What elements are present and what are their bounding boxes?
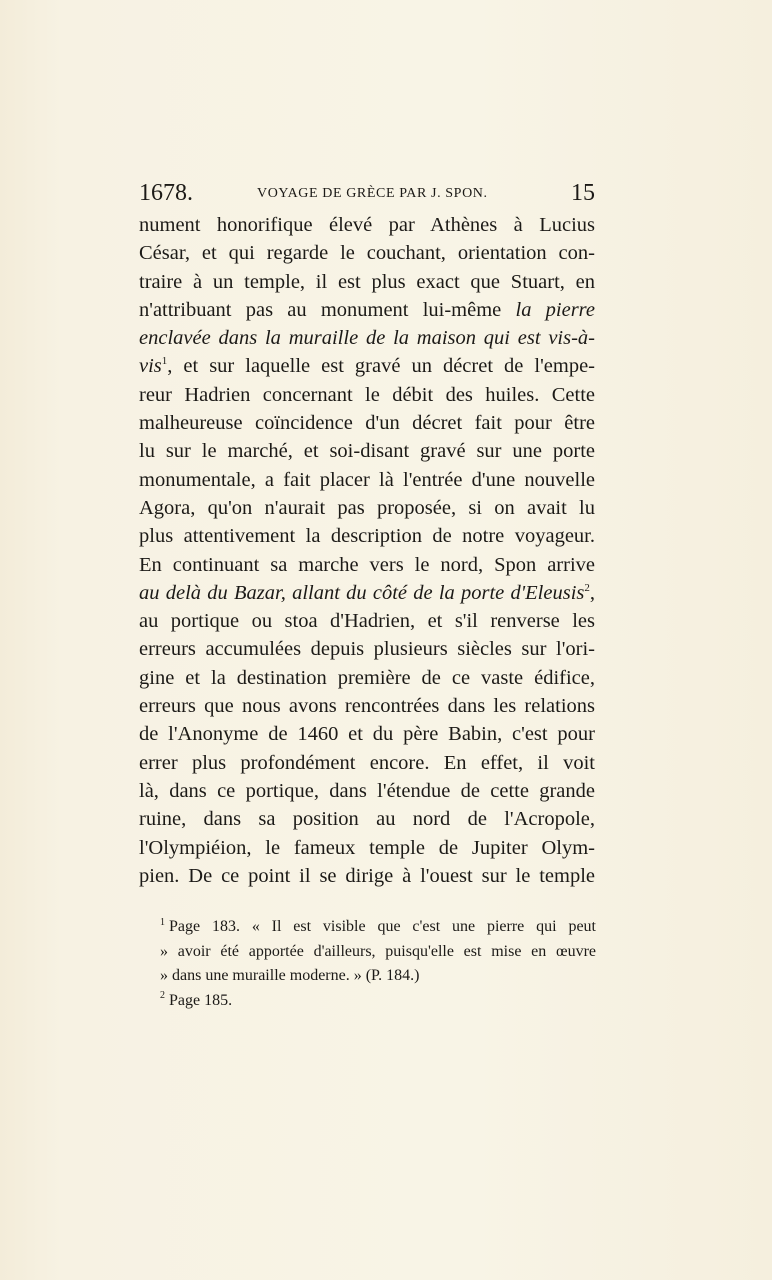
text-line: nument honorifique élevé par Athènes à Lucius bbox=[139, 214, 595, 236]
text-line: reur Hadrien concernant le débit des huiles. Cette bbox=[139, 383, 595, 406]
text-line bbox=[139, 579, 595, 607]
text-segment: n'attribuant pas au monument lui-même bbox=[139, 298, 516, 321]
text-line: traire à un temple, il est plus exact que Stuart, en bbox=[139, 270, 595, 293]
text-line: pien. De ce point il se dirige à l'ouest sur le temple bbox=[139, 864, 595, 887]
running-title: VOYAGE DE GRÈCE PAR J. SPON. bbox=[257, 186, 488, 201]
text-line: Agora, qu'on n'aurait pas proposée, si on avait lu bbox=[139, 496, 595, 519]
footnote-marker: 1 bbox=[160, 916, 165, 928]
text-line: erreurs accumulées depuis plusieurs siècles sur l'ori- bbox=[139, 638, 595, 661]
footnote-text: Page 185. bbox=[169, 991, 233, 1009]
body-text bbox=[139, 211, 595, 890]
italic-quote: vis bbox=[139, 355, 162, 378]
footnote-text: Page 183. « Il est visible que c'est une pierre qui peut bbox=[169, 918, 596, 935]
text-segment: , bbox=[589, 581, 595, 604]
page-number: 15 bbox=[571, 180, 595, 206]
text-line: là, dans ce portique, dans l'étendue de cette grande bbox=[139, 779, 595, 802]
text-line: errer plus profondément encore. En effet, il voit bbox=[139, 751, 595, 774]
footnote-ref: 2 bbox=[584, 582, 590, 595]
footnote-marker: 2 bbox=[160, 990, 165, 1002]
header-year: 1678. bbox=[139, 180, 193, 206]
text-line: erreurs que nous avons rencontrées dans les relations bbox=[139, 695, 595, 718]
footnote-continuation: » avoir été apportée d'ailleurs, puisqu'elle est mise en œuvre bbox=[160, 942, 596, 960]
text-line: de l'Anonyme de 1460 et du père Babin, c'est pour bbox=[139, 723, 595, 746]
footnote-continuation: » dans une muraille moderne. » (P. 184.) bbox=[160, 967, 420, 984]
text-line: au portique ou stoa d'Hadrien, et s'il renverse les bbox=[139, 610, 595, 633]
text-line: enclavée dans la muraille de la maison qui est vis-à- bbox=[139, 327, 595, 350]
text-line: César, et qui regarde le couchant, orientation con- bbox=[139, 242, 595, 265]
text-segment: , et sur laquelle est gravé un décret de l'empe- bbox=[167, 355, 595, 378]
italic-quote: au delà du Bazar, allant du côté de la porte d'Eleusis bbox=[139, 581, 585, 604]
text-line: plus attentivement la description de notre voyageur. bbox=[139, 525, 595, 548]
italic-quote: la pierre bbox=[515, 298, 595, 321]
footnote-ref: 1 bbox=[161, 355, 168, 368]
footnote-2 bbox=[160, 989, 596, 1014]
running-header bbox=[139, 180, 595, 210]
text-line bbox=[139, 352, 595, 380]
footnotes bbox=[160, 915, 596, 1013]
text-line: l'Olympiéion, le fameux temple de Jupiter Olym- bbox=[139, 836, 595, 859]
text-line: En continuant sa marche vers le nord, Spon arrive bbox=[139, 553, 595, 576]
text-line: ruine, dans sa position au nord de l'Acropole, bbox=[139, 808, 595, 831]
text-line: monumentale, a fait placer là l'entrée d'une nouvelle bbox=[139, 468, 595, 491]
text-line bbox=[139, 296, 595, 324]
text-line: lu sur le marché, et soi-disant gravé sur une porte bbox=[139, 440, 595, 463]
text-line: malheureuse coïncidence d'un décret fait pour être bbox=[139, 412, 595, 435]
text-line: gine et la destination première de ce vaste édifice, bbox=[139, 666, 595, 689]
footnote-1 bbox=[160, 915, 596, 940]
